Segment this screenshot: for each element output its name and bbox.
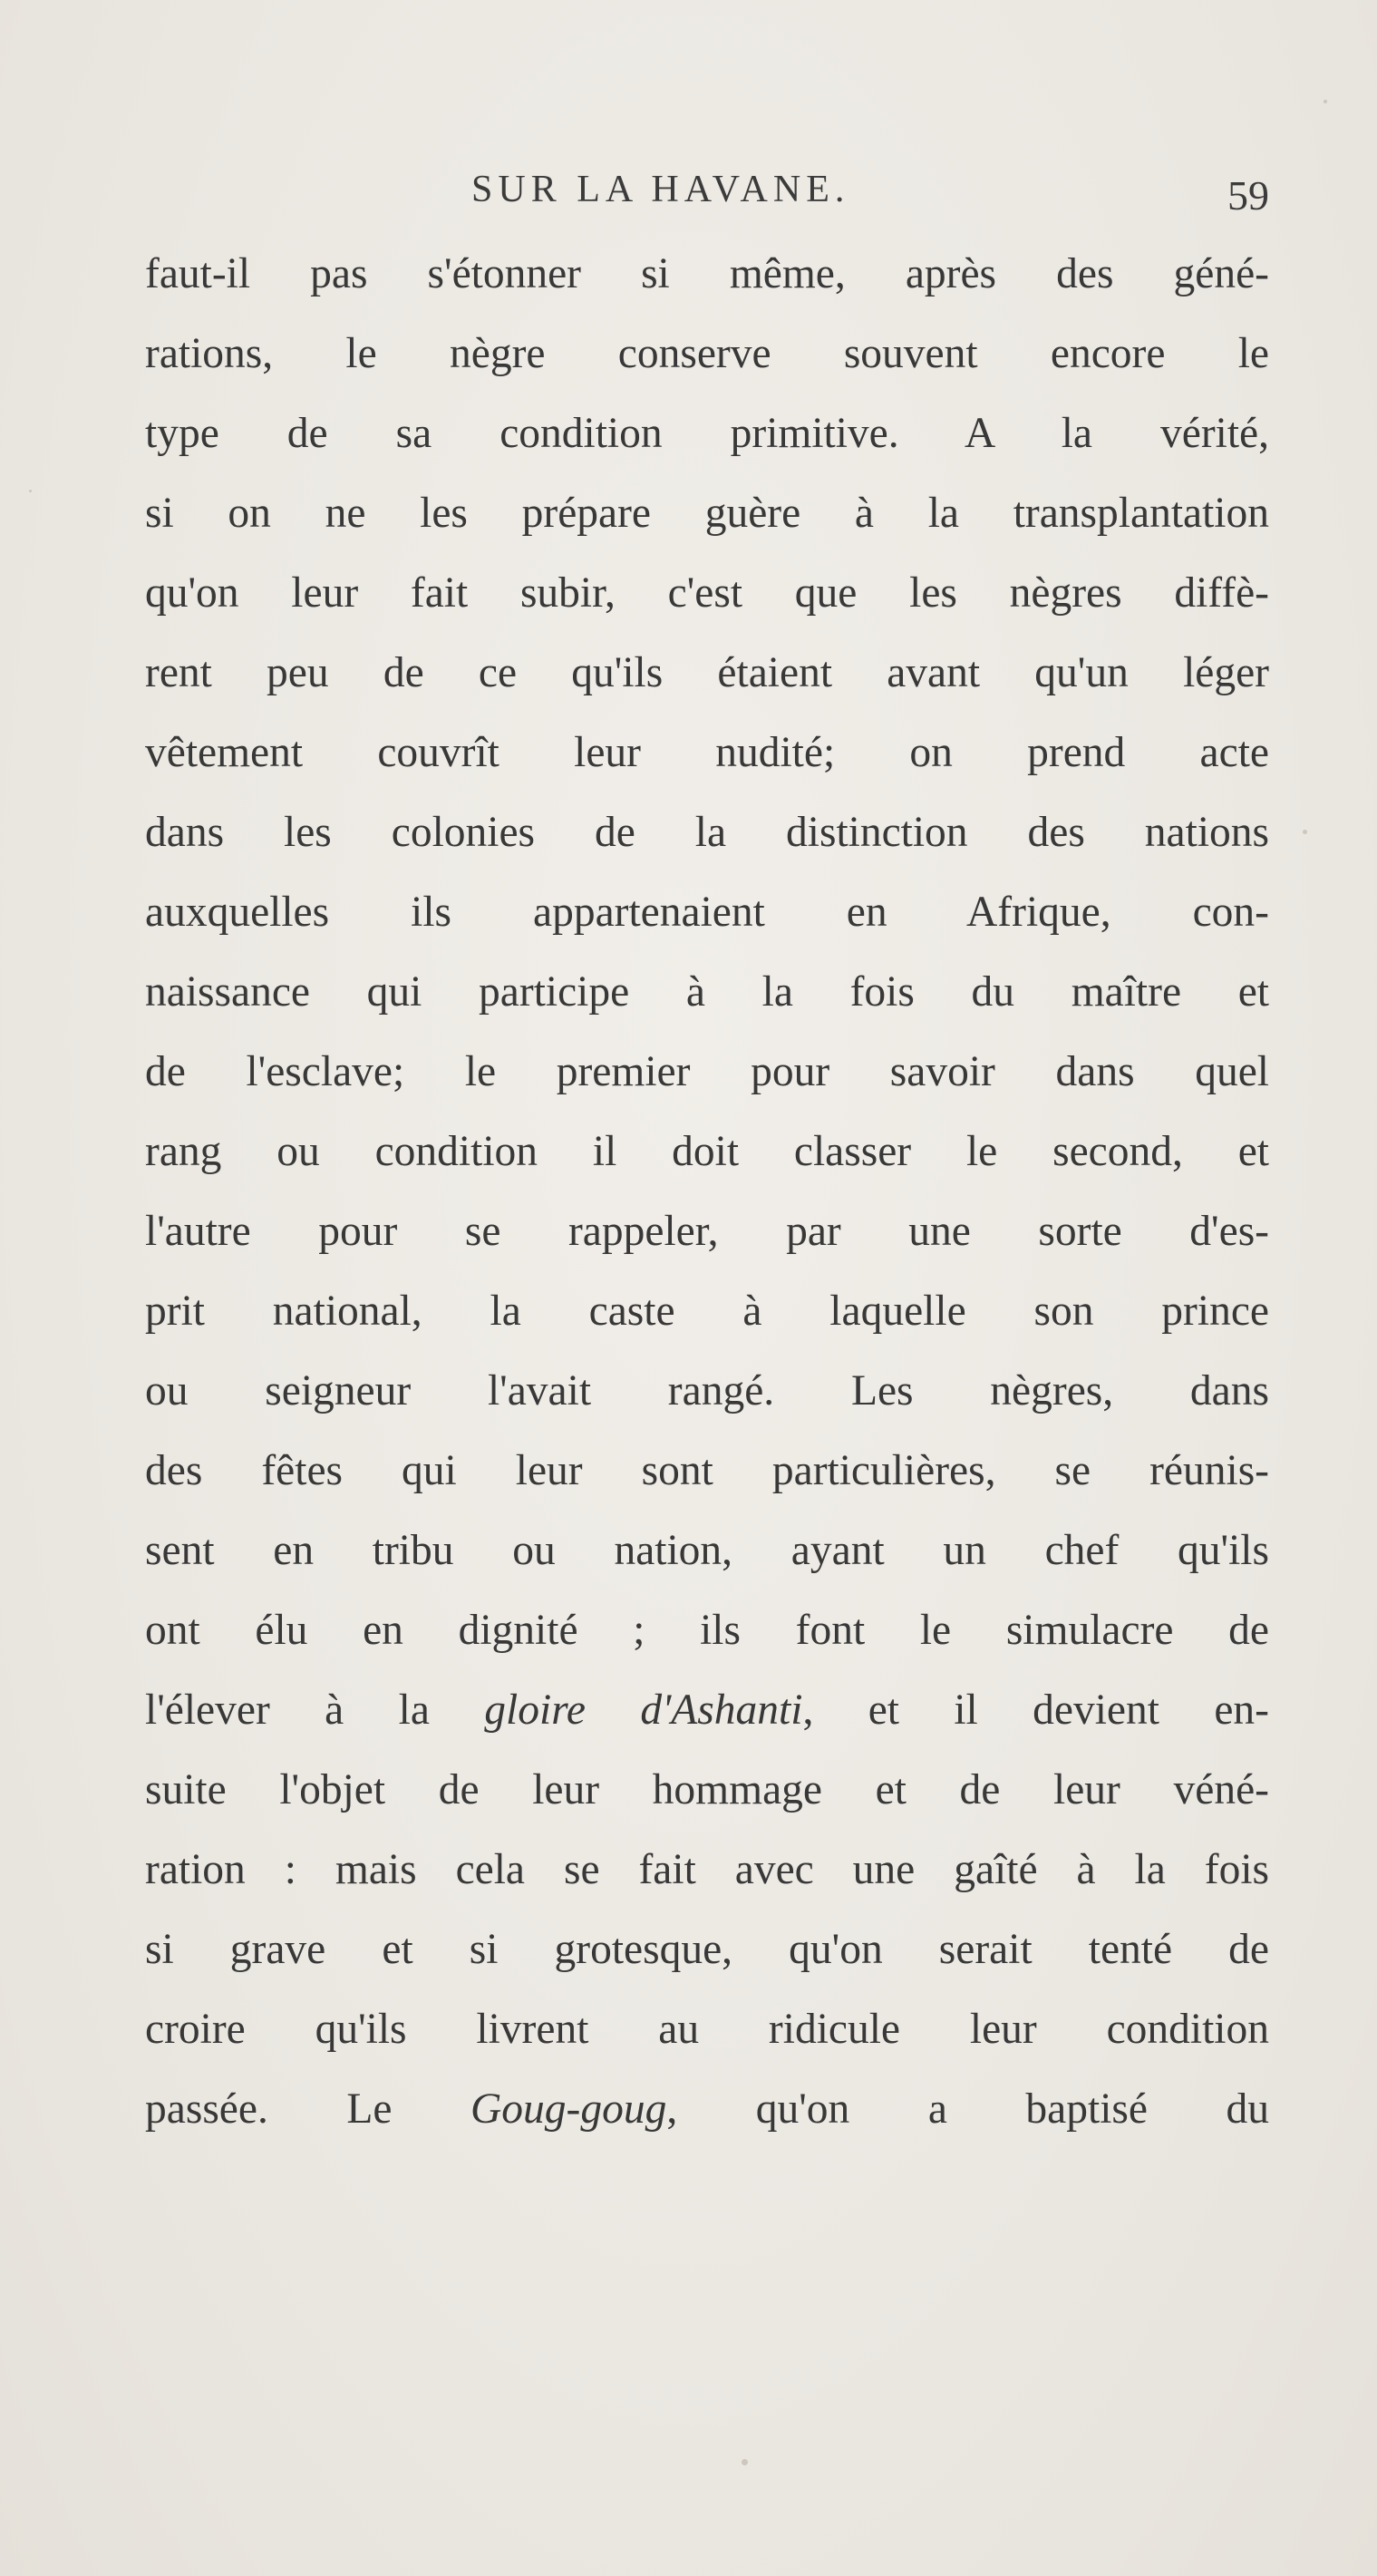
- text-segment: si grave et si grotesque, qu'on serait tenté de: [145, 1926, 1269, 1973]
- italic-phrase: Goug-goug: [470, 2085, 667, 2133]
- text-segment: l'élever à la: [145, 1687, 485, 1734]
- text-segment: ont élu en dignité ; ils font le simulacre de: [145, 1607, 1269, 1654]
- text-line: [145, 2069, 1269, 2149]
- text-line: [145, 1910, 1269, 1989]
- text-segment: rations, le nègre conserve souvent encore le: [145, 330, 1269, 377]
- text-line: [145, 314, 1269, 394]
- paper-speck: [1303, 830, 1307, 834]
- text-segment: rent peu de ce qu'ils étaient avant qu'un léger: [145, 649, 1269, 696]
- paper-speck: [29, 490, 32, 492]
- text-segment: faut-il pas s'étonner si même, après des géné-: [145, 250, 1269, 297]
- italic-phrase: gloire d'Ashanti: [484, 1687, 803, 1734]
- text-line: [145, 1830, 1269, 1910]
- text-segment: si on ne les prépare guère à la transplantation: [145, 490, 1269, 537]
- text-segment: l'autre pour se rappeler, par une sorte d'es-: [145, 1208, 1269, 1255]
- text-line: [145, 1032, 1269, 1112]
- text-line: [145, 1191, 1269, 1271]
- text-line: [145, 1271, 1269, 1351]
- text-segment: auxquelles ils appartenaient en Afrique, con-: [145, 889, 1269, 936]
- text-line: [145, 1989, 1269, 2069]
- text-segment: sent en tribu ou nation, ayant un chef qu'ils: [145, 1527, 1269, 1574]
- text-segment: des fêtes qui leur sont particulières, se réunis-: [145, 1447, 1269, 1494]
- text-segment: ou seigneur l'avait rangé. Les nègres, dans: [145, 1367, 1269, 1414]
- text-line: [145, 633, 1269, 713]
- text-line: [145, 1590, 1269, 1670]
- body-text: [145, 234, 1269, 2149]
- text-segment: vêtement couvrît leur nudité; on prend acte: [145, 729, 1269, 776]
- text-line: [145, 1511, 1269, 1590]
- text-segment: rang ou condition il doit classer le second, et: [145, 1128, 1269, 1175]
- text-line: [145, 1431, 1269, 1511]
- text-segment: prit national, la caste à laquelle son prince: [145, 1288, 1269, 1335]
- paper-speck: [1324, 100, 1327, 103]
- text-segment: passée. Le: [145, 2085, 470, 2133]
- page-header: [145, 168, 1269, 222]
- running-title: SUR LA HAVANE.: [471, 169, 850, 210]
- text-line: [145, 394, 1269, 473]
- paper-speck: [742, 2459, 748, 2465]
- text-line: [145, 1670, 1269, 1750]
- text-segment: type de sa condition primitive. A la vérité,: [145, 410, 1269, 457]
- text-line: [145, 792, 1269, 872]
- text-line: [145, 713, 1269, 792]
- text-segment: ration : mais cela se fait avec une gaîté à la fois: [145, 1846, 1269, 1893]
- text-segment: croire qu'ils livrent au ridicule leur condition: [145, 2006, 1269, 2053]
- text-line: [145, 1750, 1269, 1830]
- text-line: [145, 553, 1269, 633]
- text-segment: naissance qui participe à la fois du maître et: [145, 968, 1269, 1016]
- text-segment: de l'esclave; le premier pour savoir dans quel: [145, 1048, 1269, 1095]
- text-segment: qu'on leur fait subir, c'est que les nègres diffè-: [145, 569, 1269, 617]
- text-line: [145, 1112, 1269, 1191]
- text-line: [145, 1351, 1269, 1431]
- text-line: [145, 473, 1269, 553]
- text-segment: dans les colonies de la distinction des nations: [145, 809, 1269, 856]
- text-line: [145, 872, 1269, 952]
- page-number: 59: [1227, 172, 1269, 219]
- text-segment: suite l'objet de leur hommage et de leur véné-: [145, 1766, 1269, 1813]
- text-segment: , et il devient en-: [802, 1687, 1269, 1734]
- text-line: [145, 234, 1269, 314]
- text-line: [145, 952, 1269, 1032]
- text-segment: , qu'on a baptisé du: [666, 2085, 1269, 2133]
